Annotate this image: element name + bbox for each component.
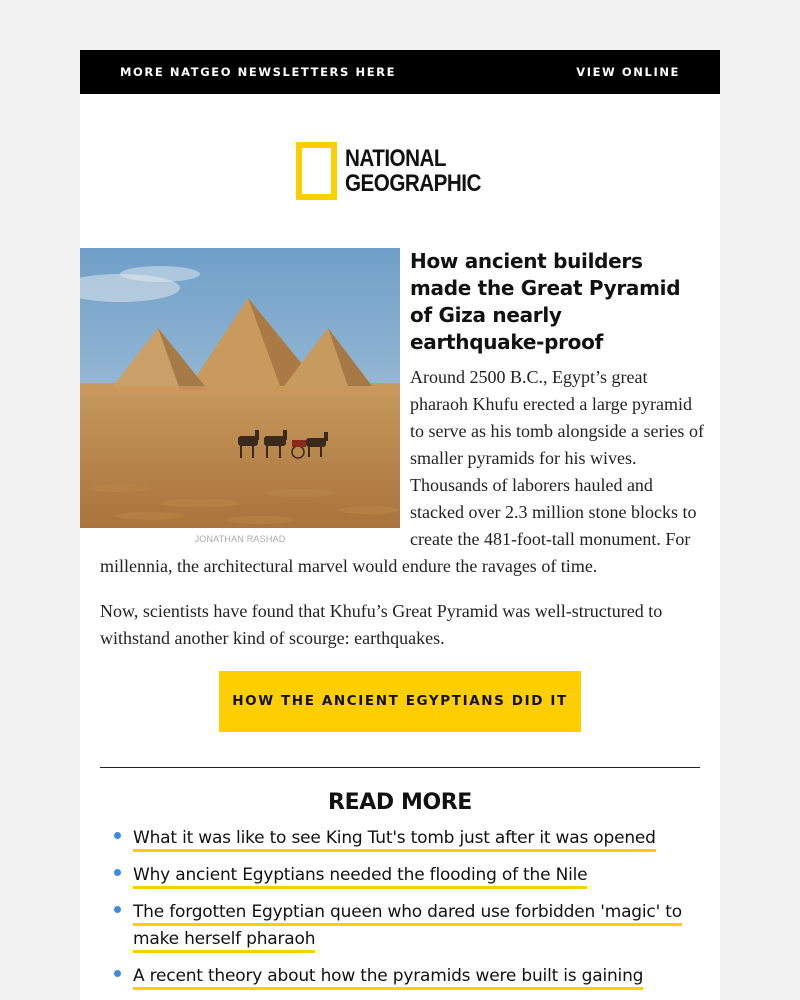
story-headline-link[interactable]: How ancient builders made the Great Pyramid of Giza nearly earthquake-proof [410,249,681,354]
logo-line-national: NATIONAL [345,145,447,172]
photo-credit: JONATHAN RASHAD [194,534,286,544]
bullet-icon [114,869,121,876]
read-more-link[interactable]: A recent theory about how the pyramids were built is gaining [133,966,643,990]
logo-line-geographic: GEOGRAPHIC [345,170,482,197]
bullet-icon [114,906,121,913]
newsletter-email [80,50,720,1000]
logo-header [80,94,720,248]
story-photo[interactable] [80,248,400,544]
read-more-link[interactable]: The forgotten Egyptian queen who dared use forbidden 'magic' to make herself pharaoh [133,902,682,953]
cta-button[interactable]: HOW THE ANCIENT EGYPTIANS DID IT [219,671,581,732]
top-bar [80,50,720,94]
read-more-link[interactable]: What it was like to see King Tut's tomb just after it was opened [133,828,656,852]
feature-story [80,248,720,732]
lead-paragraph-continued: millennia, the architectural marvel would endure the ravages of time. [100,556,598,576]
bullet-icon [114,832,121,839]
list-item [133,963,700,990]
section-divider [100,767,700,768]
cta-wrapper [80,671,720,732]
pyramids-photo-icon [80,248,400,528]
view-online-link[interactable]: VIEW ONLINE [576,65,680,79]
more-newsletters-link[interactable]: MORE NATGEO NEWSLETTERS HERE [120,65,397,79]
read-more-title: READ MORE [328,790,472,815]
read-more-link[interactable]: Why ancient Egyptians needed the flooding of the Nile [133,865,587,889]
yellow-border-logo-icon [296,142,337,200]
bullet-icon [114,970,121,977]
list-item [133,825,700,852]
list-item [133,862,700,889]
list-item [133,899,700,953]
read-more-list [80,825,720,990]
second-paragraph: Now, scientists have found that Khufu’s Great Pyramid was well-structured to withstand another kind of scourge: earthquakes. [100,601,663,648]
natgeo-logo[interactable] [296,142,503,200]
lead-paragraph: Around 2500 B.C., Egypt’s great pharaoh Khufu erected a large pyramid to serve as his tomb alongside a series of smaller pyramids for his wives. Thousands of laborers hauled and stacked over 2.3 million stone blocks to create the 481-foot-tall monument. For [410,367,704,549]
